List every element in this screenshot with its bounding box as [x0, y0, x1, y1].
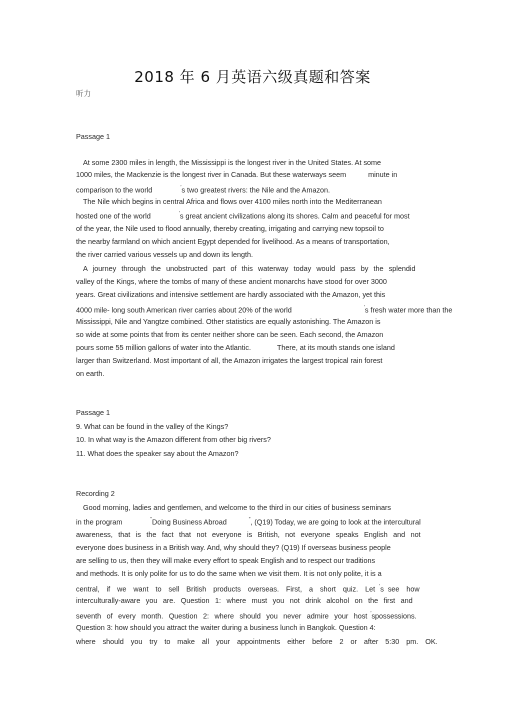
close-quote-mark: ”: [248, 517, 251, 523]
passage1-heading: Passage 1: [76, 132, 110, 141]
r2-line-10: Question 3: how should you attract the waiter during a business lunch in Bangkok. Question 4:: [76, 623, 376, 632]
r2-line-2-a: in the program: [76, 517, 123, 527]
p1-line-7: the nearby farmland on which ancient Egypt depended for livelihood. As a means of transportation,: [76, 237, 390, 246]
p1-line-2: [76, 170, 397, 179]
p1-line-2-text: 1000 miles, the Mackenzie is the longest river in Canada. But these waterways seem: [76, 170, 347, 179]
document-title: 2018 年 6 月英语六级真题和答案: [134, 68, 371, 86]
program-name: Doing Business Abroad: [152, 517, 227, 527]
p1-line-3-b: s two greatest rivers: the Nile and the Amazon.: [181, 185, 331, 195]
r2-line-9-s: s: [371, 611, 376, 621]
apostrophe-mark: ’: [379, 584, 381, 590]
r2-line-7-s: s: [380, 584, 384, 594]
r2-line-11: where should you try to make all your appointments either before 2 or after 5:30 pm. OK.: [76, 637, 438, 646]
question-10: 10. In what way is the Amazon different from other big rivers?: [76, 435, 271, 444]
r2-line-8: interculturally-aware you are. Question 1: where must you not drink alcohol on the first and: [76, 596, 413, 605]
apostrophe-mark: ’: [180, 185, 182, 191]
r2-line-3: awareness, that is the fact that not everyone is British, not everyone speaks English and not: [76, 530, 421, 539]
p1-line-5: [76, 210, 410, 220]
p1-line-16: larger than Switzerland. Most important of all, the Amazon irrigates the largest tropical rain forest: [76, 356, 383, 365]
r2-line-9-a: seventh of every month. Question 2: where should you never admire your host: [76, 611, 368, 621]
p1-line-12: [76, 304, 452, 314]
r2-line-9: [76, 610, 417, 620]
p1-line-15-a: pours some 55 million gallons of water into the Atlantic.: [76, 343, 251, 352]
p1-line-14: so wide at some points that from its center neither shore can be seen. Each second, the Amazon: [76, 330, 384, 339]
r2-line-7: [76, 583, 420, 593]
open-quote-mark: “: [150, 517, 153, 523]
document-subtitle: 听力: [76, 89, 91, 98]
p1-line-17: on earth.: [76, 369, 105, 378]
p1-line-4: The Nile which begins in central Africa and flows over 4100 miles north into the Mediterranean: [83, 197, 382, 206]
p1-line-11: years. Great civilizations and intensive settlement are hardly associated with the Amazon, yet this: [76, 290, 386, 299]
r2-line-2-b: , (Q19) Today, we are going to look at the intercultural: [250, 517, 421, 527]
apostrophe-mark: ’: [370, 611, 372, 617]
p1-line-3: [76, 184, 330, 194]
p1-line-10: valley of the Kings, where the tombs of many of these ancient monarchs have stood for over 3000: [76, 277, 387, 286]
p1-line-15-b: There, at its mouth stands one island: [277, 343, 395, 352]
r2-line-2: [76, 516, 421, 526]
p1-line-3-a: comparison to the world: [76, 185, 153, 195]
p1-line-12-a: 4000 mile- long south American river carries about 20% of the world: [76, 305, 292, 315]
apostrophe-mark: ’: [363, 305, 365, 311]
apostrophe-mark: ’: [178, 211, 180, 217]
recording-heading: Recording 2: [76, 489, 115, 498]
p1-line-9: [83, 264, 429, 273]
p1-line-5-a: hosted one of the world: [76, 211, 151, 221]
questions-heading: Passage 1: [76, 408, 110, 417]
p1-line-6: of the year, the Nile used to flood annually, thereby creating, irrigating and carrying new topsoil to: [76, 224, 384, 233]
r2-line-7-b: see how: [387, 584, 420, 594]
question-9: 9. What can be found in the valley of the Kings?: [76, 422, 229, 431]
p1-line-12-b: s fresh water more than the: [364, 305, 453, 315]
r2-line-4: everyone does business in a British way. And, why should they? (Q19) If overseas business people: [76, 543, 391, 552]
question-11: 11. What does the speaker say about the Amazon?: [76, 449, 239, 458]
p1-line-13: Mississippi, Nile and Yangtze combined. Other statistics are equally astonishing. The Amazon is: [76, 317, 381, 326]
r2-line-6: and methods. It is only polite for us to do the same when we visit them. It is not only polite, it is a: [76, 569, 382, 578]
p1-line-15: [76, 343, 395, 352]
p1-line-8: the river carried various vessels up and down its length.: [76, 250, 253, 259]
r2-line-7-a: central, if we want to sell British products overseas. First, a short quiz. Let: [76, 584, 376, 594]
p1-line-2-end: minute in: [368, 170, 398, 179]
r2-line-9-b: possessions.: [375, 611, 417, 621]
p1-line-9-text: A journey through the unobstructed part of this waterway today would pass by the splendid: [83, 264, 416, 273]
r2-line-1: Good morning, ladies and gentlemen, and welcome to the third in our cities of business seminars: [83, 503, 392, 512]
p1-line-5-b: s great ancient civilizations along its shores. Calm and peaceful for most: [179, 211, 410, 221]
r2-line-5: are selling to us, then they will make every effort to speak English and to respect our traditions: [76, 556, 376, 565]
p1-line-1: At some 2300 miles in length, the Mississippi is the longest river in the United States. At some: [83, 158, 382, 167]
